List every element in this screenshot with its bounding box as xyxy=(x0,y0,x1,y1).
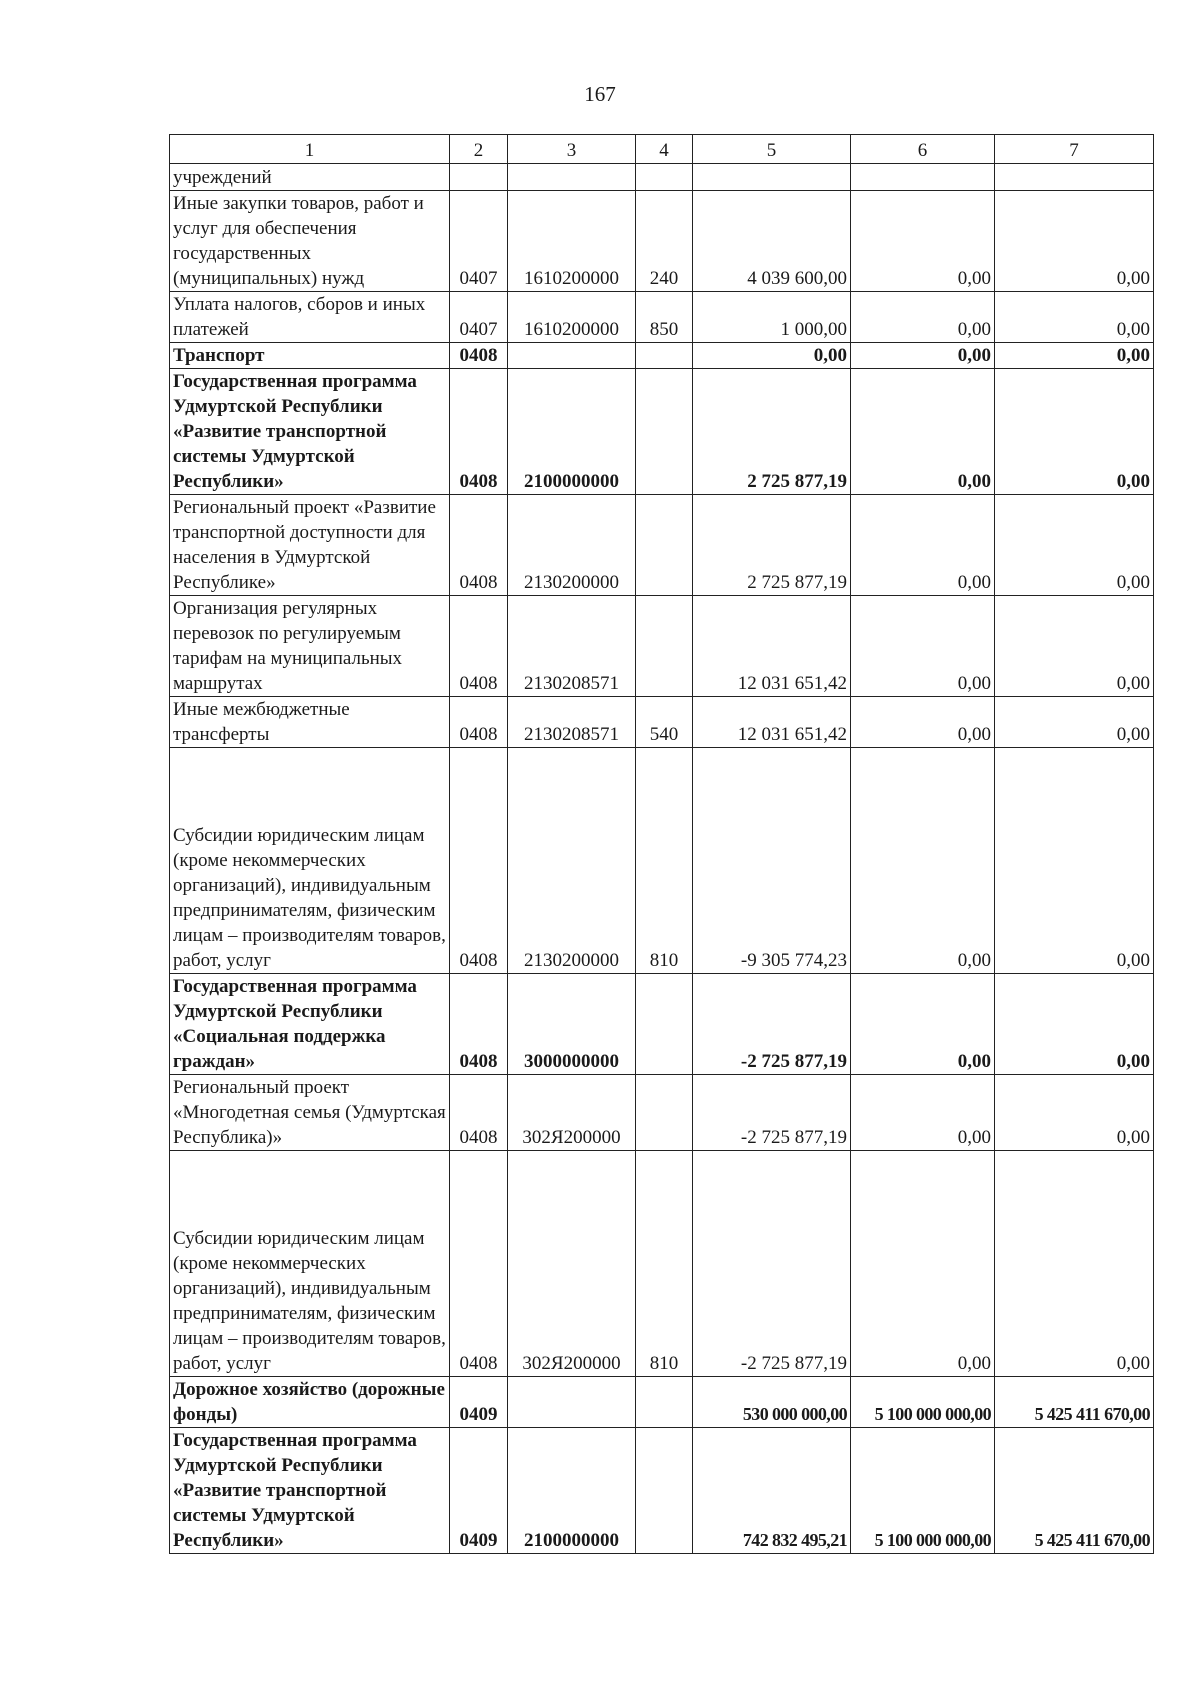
expense-type-cell xyxy=(636,343,693,369)
table-row xyxy=(170,1428,1154,1554)
target-code-cell: 3000000000 xyxy=(508,974,636,1075)
table-row xyxy=(170,596,1154,697)
amount-col5-cell: 742 832 495,21 xyxy=(693,1428,851,1554)
amount-col7-cell: 0,00 xyxy=(995,343,1154,369)
table-row xyxy=(170,369,1154,495)
amount-col6-cell xyxy=(851,164,995,191)
amount-col5-cell: -2 725 877,19 xyxy=(693,974,851,1075)
column-header-3: 3 xyxy=(508,135,636,164)
amount-col5-cell: -2 725 877,19 xyxy=(693,1075,851,1151)
section-code-cell: 0409 xyxy=(450,1428,508,1554)
section-code-cell: 0408 xyxy=(450,697,508,748)
target-code-cell: 302Я200000 xyxy=(508,1075,636,1151)
amount-col6-cell: 0,00 xyxy=(851,343,995,369)
amount-col6-cell: 0,00 xyxy=(851,596,995,697)
amount-col5-cell: -9 305 774,23 xyxy=(693,748,851,974)
amount-col5-cell: 12 031 651,42 xyxy=(693,697,851,748)
expense-type-cell xyxy=(636,1377,693,1428)
section-code-cell: 0407 xyxy=(450,292,508,343)
expense-type-cell xyxy=(636,164,693,191)
expense-type-cell: 810 xyxy=(636,748,693,974)
amount-col5-cell: 2 725 877,19 xyxy=(693,369,851,495)
row-name-cell: Региональный проект «Развитие транспортной доступности для населения в Удмуртской Республике» xyxy=(170,495,450,596)
table-row xyxy=(170,1075,1154,1151)
amount-col5-cell: 0,00 xyxy=(693,343,851,369)
amount-col7-cell: 0,00 xyxy=(995,369,1154,495)
target-code-cell: 2130208571 xyxy=(508,697,636,748)
row-name-cell: Государственная программа Удмуртской Республики «Развитие транспортной системы Удмуртской Республики» xyxy=(170,369,450,495)
expense-type-cell xyxy=(636,369,693,495)
amount-col7-cell: 0,00 xyxy=(995,191,1154,292)
column-header-5: 5 xyxy=(693,135,851,164)
amount-col6-cell: 0,00 xyxy=(851,369,995,495)
section-code-cell: 0408 xyxy=(450,1075,508,1151)
amount-col6-cell: 0,00 xyxy=(851,748,995,974)
target-code-cell: 2100000000 xyxy=(508,1428,636,1554)
table-row xyxy=(170,697,1154,748)
amount-col6-cell: 0,00 xyxy=(851,974,995,1075)
section-code-cell: 0408 xyxy=(450,974,508,1075)
expense-type-cell xyxy=(636,596,693,697)
amount-col5-cell: 2 725 877,19 xyxy=(693,495,851,596)
amount-col6-cell: 0,00 xyxy=(851,495,995,596)
target-code-cell: 1610200000 xyxy=(508,292,636,343)
row-name-cell: Транспорт xyxy=(170,343,450,369)
amount-col5-cell xyxy=(693,164,851,191)
table-row xyxy=(170,974,1154,1075)
amount-col7-cell: 0,00 xyxy=(995,748,1154,974)
amount-col7-cell: 0,00 xyxy=(995,292,1154,343)
table-row xyxy=(170,164,1154,191)
amount-col6-cell: 0,00 xyxy=(851,1151,995,1377)
amount-col7-cell: 5 425 411 670,00 xyxy=(995,1377,1154,1428)
target-code-cell xyxy=(508,1377,636,1428)
column-header-7: 7 xyxy=(995,135,1154,164)
amount-col5-cell: 1 000,00 xyxy=(693,292,851,343)
target-code-cell: 302Я200000 xyxy=(508,1151,636,1377)
amount-col7-cell: 0,00 xyxy=(995,596,1154,697)
target-code-cell: 1610200000 xyxy=(508,191,636,292)
table-row xyxy=(170,292,1154,343)
section-code-cell xyxy=(450,164,508,191)
expense-type-cell xyxy=(636,1075,693,1151)
expense-type-cell xyxy=(636,1428,693,1554)
amount-col7-cell: 0,00 xyxy=(995,1075,1154,1151)
table-row xyxy=(170,1151,1154,1377)
amount-col7-cell: 0,00 xyxy=(995,697,1154,748)
section-code-cell: 0407 xyxy=(450,191,508,292)
amount-col7-cell: 5 425 411 670,00 xyxy=(995,1428,1154,1554)
table-row xyxy=(170,1377,1154,1428)
column-number-row xyxy=(170,135,1154,164)
section-code-cell: 0408 xyxy=(450,1151,508,1377)
expense-type-cell: 810 xyxy=(636,1151,693,1377)
target-code-cell xyxy=(508,164,636,191)
expense-type-cell: 540 xyxy=(636,697,693,748)
row-name-cell: Субсидии юридическим лицам (кроме некоммерческих организаций), индивидуальным предпринимателям, физическим лицам – производителям товаров, работ, услуг xyxy=(170,748,450,974)
amount-col6-cell: 0,00 xyxy=(851,191,995,292)
section-code-cell: 0408 xyxy=(450,748,508,974)
section-code-cell: 0408 xyxy=(450,495,508,596)
amount-col7-cell: 0,00 xyxy=(995,495,1154,596)
row-name-cell: Государственная программа Удмуртской Республики «Социальная поддержка граждан» xyxy=(170,974,450,1075)
row-name-cell: Государственная программа Удмуртской Республики «Развитие транспортной системы Удмуртской Республики» xyxy=(170,1428,450,1554)
section-code-cell: 0408 xyxy=(450,596,508,697)
expense-type-cell xyxy=(636,974,693,1075)
row-name-cell: учреждений xyxy=(170,164,450,191)
table-row xyxy=(170,748,1154,974)
amount-col6-cell: 0,00 xyxy=(851,292,995,343)
target-code-cell: 2100000000 xyxy=(508,369,636,495)
target-code-cell: 2130208571 xyxy=(508,596,636,697)
section-code-cell: 0408 xyxy=(450,343,508,369)
row-name-cell: Организация регулярных перевозок по регулируемым тарифам на муниципальных маршрутах xyxy=(170,596,450,697)
amount-col6-cell: 5 100 000 000,00 xyxy=(851,1428,995,1554)
column-header-6: 6 xyxy=(851,135,995,164)
amount-col5-cell: -2 725 877,19 xyxy=(693,1151,851,1377)
target-code-cell xyxy=(508,343,636,369)
page-number: 167 xyxy=(584,82,616,106)
table-row xyxy=(170,343,1154,369)
row-name-cell: Иные межбюджетные трансферты xyxy=(170,697,450,748)
target-code-cell: 2130200000 xyxy=(508,748,636,974)
expense-type-cell: 850 xyxy=(636,292,693,343)
row-name-cell: Иные закупки товаров, работ и услуг для обеспечения государственных (муниципальных) нужд xyxy=(170,191,450,292)
amount-col5-cell: 12 031 651,42 xyxy=(693,596,851,697)
row-name-cell: Дорожное хозяйство (дорожные фонды) xyxy=(170,1377,450,1428)
column-header-4: 4 xyxy=(636,135,693,164)
table-row xyxy=(170,495,1154,596)
expense-type-cell: 240 xyxy=(636,191,693,292)
amount-col7-cell: 0,00 xyxy=(995,974,1154,1075)
column-header-1: 1 xyxy=(170,135,450,164)
amount-col6-cell: 5 100 000 000,00 xyxy=(851,1377,995,1428)
amount-col7-cell xyxy=(995,164,1154,191)
row-name-cell: Уплата налогов, сборов и иных платежей xyxy=(170,292,450,343)
row-name-cell: Региональный проект «Многодетная семья (Удмуртская Республика)» xyxy=(170,1075,450,1151)
amount-col6-cell: 0,00 xyxy=(851,1075,995,1151)
amount-col6-cell: 0,00 xyxy=(851,697,995,748)
amount-col5-cell: 4 039 600,00 xyxy=(693,191,851,292)
amount-col7-cell: 0,00 xyxy=(995,1151,1154,1377)
section-code-cell: 0408 xyxy=(450,369,508,495)
table-row xyxy=(170,191,1154,292)
target-code-cell: 2130200000 xyxy=(508,495,636,596)
row-name-cell: Субсидии юридическим лицам (кроме некоммерческих организаций), индивидуальным предпринимателям, физическим лицам – производителям товаров, работ, услуг xyxy=(170,1151,450,1377)
column-header-2: 2 xyxy=(450,135,508,164)
expense-type-cell xyxy=(636,495,693,596)
section-code-cell: 0409 xyxy=(450,1377,508,1428)
budget-table xyxy=(169,134,1154,1554)
amount-col5-cell: 530 000 000,00 xyxy=(693,1377,851,1428)
